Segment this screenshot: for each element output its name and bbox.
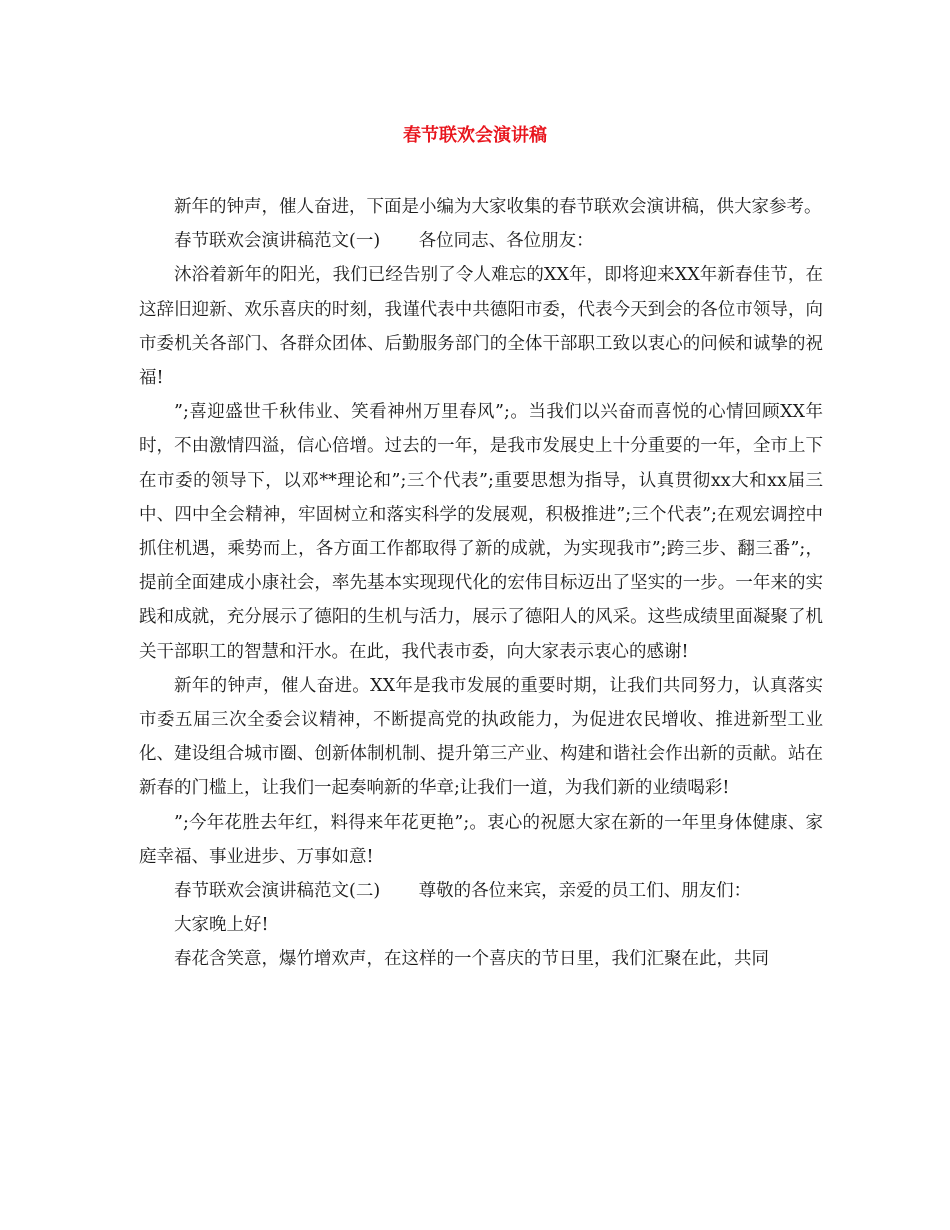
paragraph-festival [139,942,823,976]
paragraph-text: 新年的钟声，催人奋进。XX年是我市发展的重要时期，让我们共同努力，认真落实市委五届三次全委会议精神，不断提高党的执政能力，为促进农民增收、推进新型工业化、建设组合城市圈、创新体制机制、提升第三产业、构建和谐社会作出新的贡献。站在新春的门槛上，让我们一起奏响新的华章;让我们一道，为我们新的业绩喝彩! [139,675,823,799]
paragraph-text: ”;今年花胜去年红，料得来年花更艳”;。衷心的祝愿大家在新的一年里身体健康、家庭幸福、事业进步、万事如意! [139,812,823,867]
paragraph-text: 沐浴着新年的阳光，我们已经告别了令人难忘的XX年，即将迎来XX年新春佳节，在这辞旧迎新、欢乐喜庆的时刻，我谨代表中共德阳市委，代表今天到会的各位市领导，向市委机关各部门、各群众团体、后勤服务部门的全体干部职工致以衷心的问候和诚挚的祝福! [139,265,823,389]
salutation: 尊敬的各位来宾，亲爱的员工们、朋友们： [418,881,752,902]
sample-heading: 春节联欢会演讲稿范文(二) [174,881,381,902]
salutation: 各位同志、各位朋友： [418,231,594,252]
paragraph-outlook [139,669,823,806]
paragraph-text: 春花含笑意，爆竹增欢声，在这样的一个喜庆的节日里，我们汇聚在此，共同 [174,949,769,970]
paragraph-intro [139,190,823,224]
paragraph-text: 大家晚上好! [174,915,269,936]
paragraph-text: 新年的钟声，催人奋进，下面是小编为大家收集的春节联欢会演讲稿，供大家参考。 [174,197,822,217]
paragraph-sample-two-heading [139,874,823,908]
document-title: 春节联欢会演讲稿 [403,125,547,146]
sample-heading: 春节联欢会演讲稿范文(一) [174,231,381,252]
document-body [139,190,823,977]
paragraph-text: ”;喜迎盛世千秋伟业、笑看神州万里春风”;。当我们以兴奋而喜悦的心情回顾XX年时，不由激情四溢，信心倍增。过去的一年，是我市发展史上十分重要的一年，全市上下在市委的领导下，以邓**理论和”;三个代表”;重要思想为指导，认真贯彻xx大和xx届三中、四中全会精神，牢固树立和落实科学的发展观，积极推进”;三个代表”;在观宏调控中抓住机遇，乘势而上，各方面工作都取得了新的成就，为实现我市”;跨三步、翻三番”;，提前全面建成小康社会，率先基本实现现代化的宏伟目标迈出了坚实的一步。一年来的实践和成就，充分展示了德阳的生机与活力，展示了德阳人的风采。这些成绩里面凝聚了机关干部职工的智慧和汗水。在此，我代表市委，向大家表示衷心的感谢! [139,402,823,662]
paragraph-sample-one-heading [139,224,823,258]
paragraph-greeting [139,258,823,395]
paragraph-evening-greeting [139,908,823,942]
paragraph-wishes [139,806,823,874]
paragraph-review [139,395,823,669]
